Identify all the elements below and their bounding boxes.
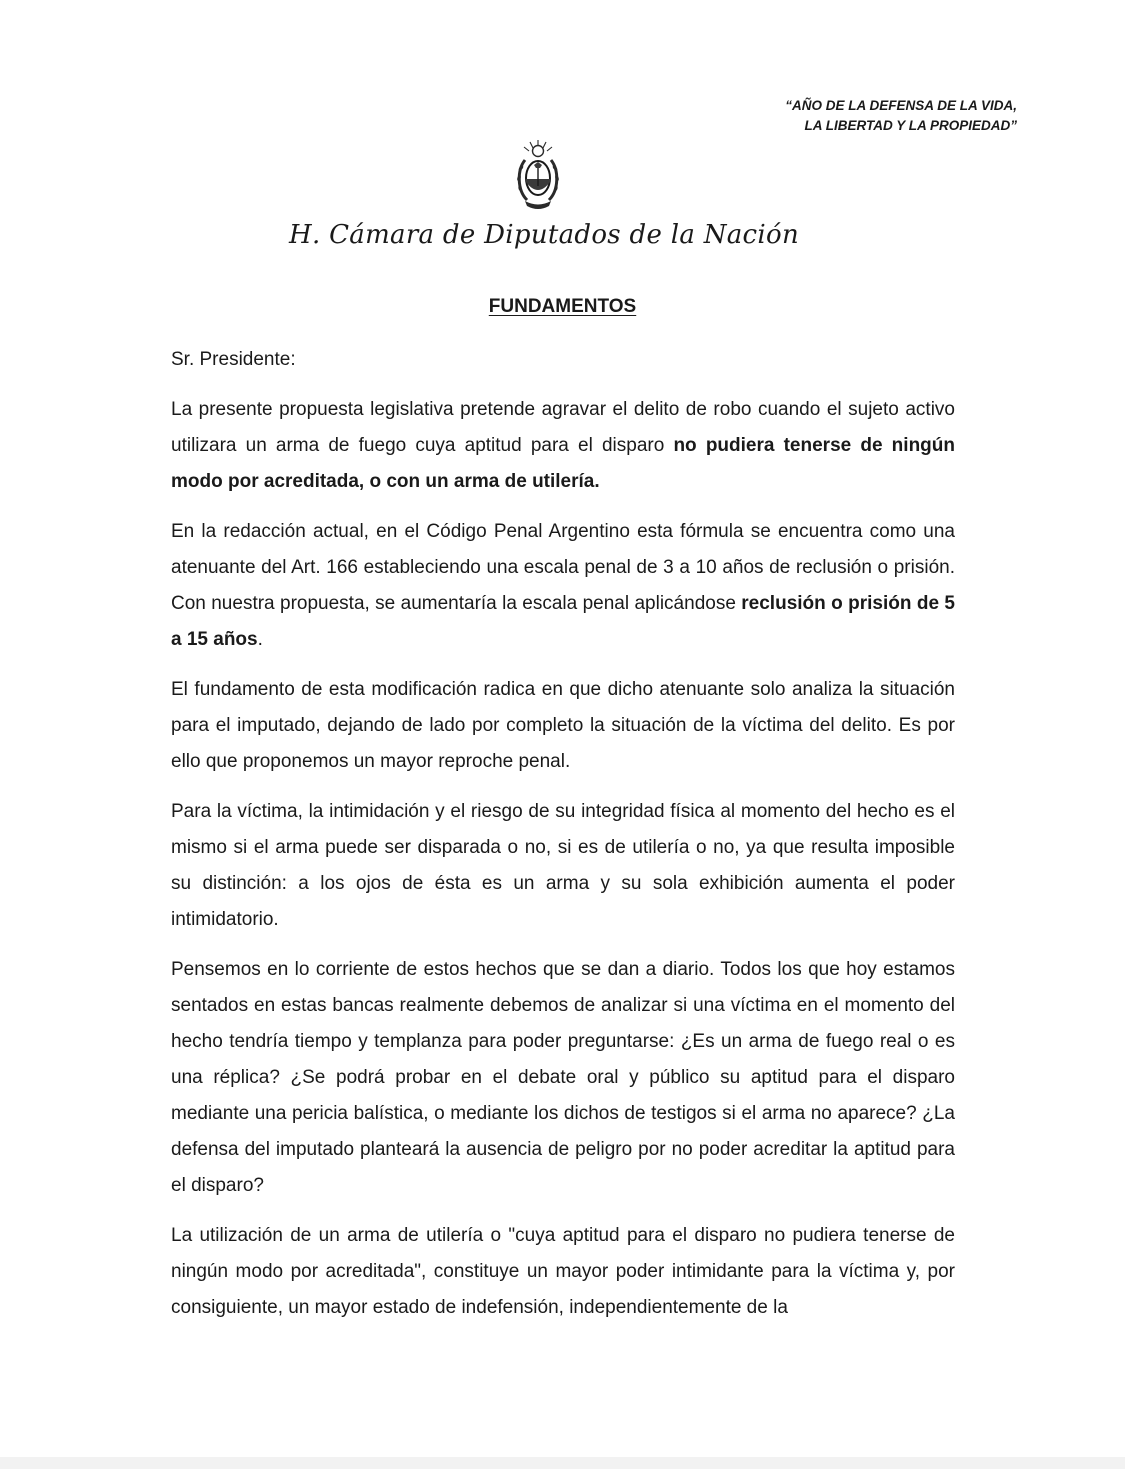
paragraph-2 xyxy=(171,514,955,658)
chamber-name: H. Cámara de Diputados de la Nación xyxy=(288,220,800,250)
paragraph-2-text: En la redacción actual, en el Código Penal Argentino esta fórmula se encuentra como una atenuante del Art. 166 estableciendo una escala penal de 3 a 10 años de reclusión o prisión. Con nuestra propuesta, se aumentaría la escala penal aplicándose xyxy=(171,521,955,614)
paragraph-3: El fundamento de esta modificación radica en que dicho atenuante solo analiza la situación para el imputado, dejando de lado por completo la situación de la víctima del delito. Es por ello que proponemos un mayor reproche penal. xyxy=(171,679,955,772)
document-title: FUNDAMENTOS xyxy=(488,296,637,317)
document-body xyxy=(171,342,955,1340)
paragraph-1-text: La presente propuesta legislativa pretende agravar el delito de robo cuando el sujeto activo utilizara un arma de fuego cuya aptitud para el disparo xyxy=(171,399,955,456)
paragraph-2-bold: reclusión o prisión de 5 a 15 años xyxy=(171,593,955,650)
paragraph-1 xyxy=(171,392,955,500)
motto-line-1: “AÑO DE LA DEFENSA DE LA VIDA, xyxy=(785,98,1017,113)
paragraph-2-end: . xyxy=(257,629,263,650)
paragraph-5: Pensemos en lo corriente de estos hechos que se dan a diario. Todos los que hoy estamos sentados en estas bancas realmente debemos de analizar si una víctima en el momento del hecho tendría tiempo y templanza para poder preguntarse: ¿Es un arma de fuego real o es una réplica? ¿Se podrá probar en el debate oral y público su aptitud para el disparo mediante una pericia balística, o mediante los dichos de testigos si el arma no aparece? ¿La defensa del imputado planteará la ausencia de peligro por no poder acreditar la aptitud para el disparo? xyxy=(171,959,955,1196)
coat-of-arms-icon xyxy=(513,138,563,214)
page-bottom-edge xyxy=(0,1457,1125,1469)
paragraph-1-bold: no pudiera tenerse de ningún modo por acreditada, o con un arma de utilería. xyxy=(171,435,955,492)
salutation: Sr. Presidente: xyxy=(171,349,296,370)
year-motto xyxy=(717,96,1017,136)
paragraph-6: La utilización de un arma de utilería o "cuya aptitud para el disparo no pudiera tenerse de ningún modo por acreditada", constituye un mayor poder intimidante para la víctima y, por consiguiente, un mayor estado de indefensión, independientemente de la xyxy=(171,1225,955,1318)
paragraph-4: Para la víctima, la intimidación y el riesgo de su integridad física al momento del hecho es el mismo si el arma puede ser disparada o no, si es de utilería o no, ya que resulta imposible su distinción: a los ojos de ésta es un arma y su sola exhibición aumenta el poder intimidatorio. xyxy=(171,801,955,930)
motto-line-2: LA LIBERTAD Y LA PROPIEDAD” xyxy=(804,118,1017,133)
